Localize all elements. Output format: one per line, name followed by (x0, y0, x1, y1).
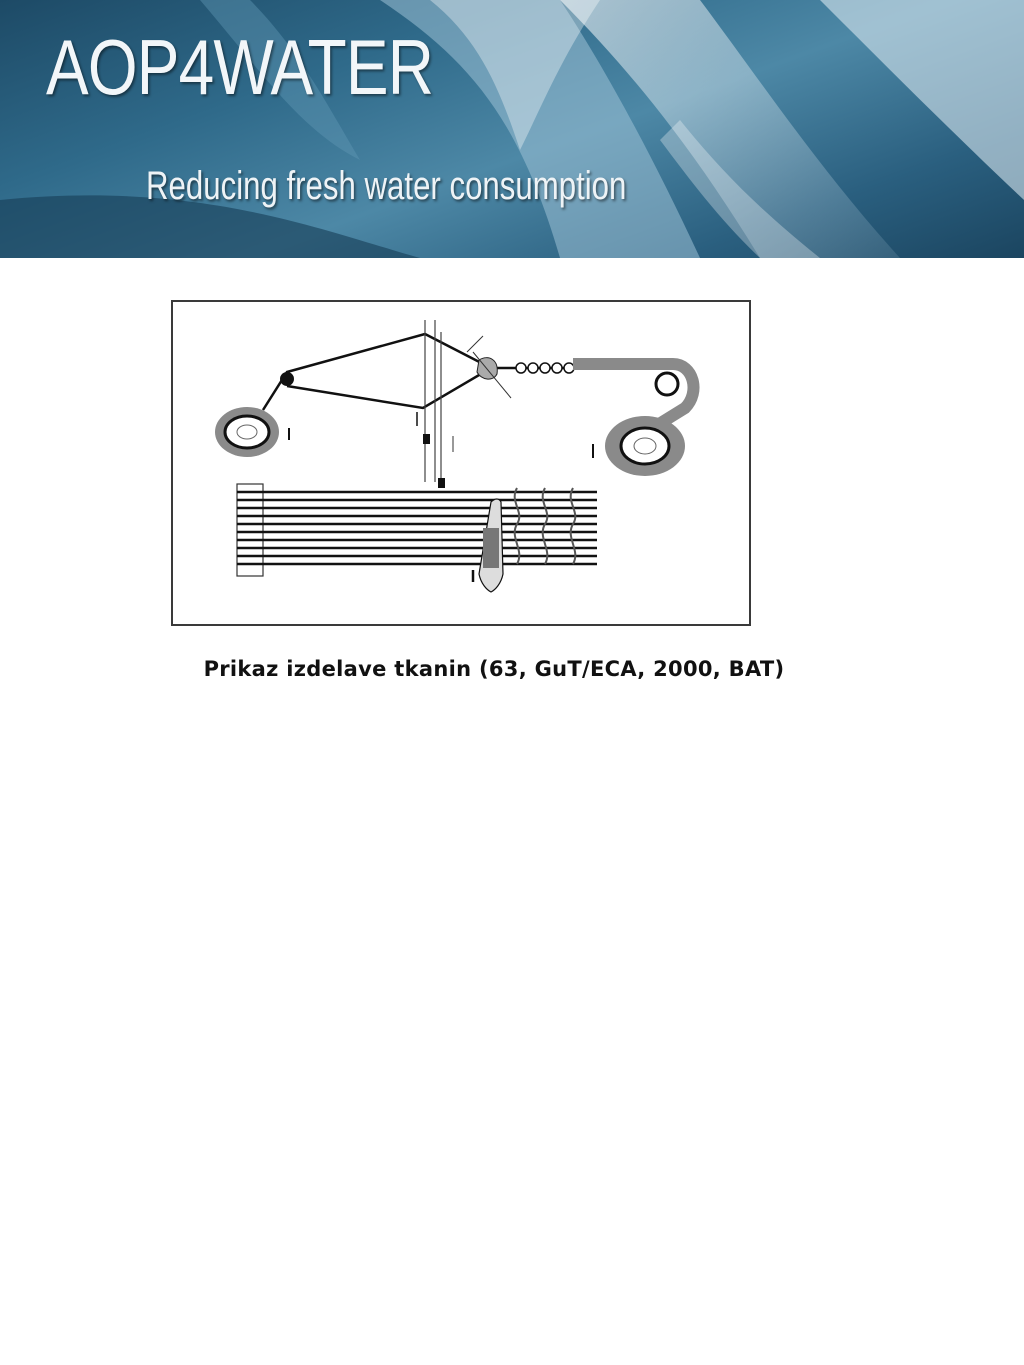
figure-caption: Prikaz izdelave tkanin (63, GuT/ECA, 2000, BAT) (203, 657, 785, 681)
warp-threads-upper (263, 334, 573, 410)
app-title: AOP4WATER (46, 23, 434, 111)
heddle-weight-2 (438, 478, 445, 488)
fabric-rollers (516, 363, 574, 373)
take-up-roller (656, 373, 678, 395)
header-banner (0, 0, 1024, 258)
warp-clamp (237, 484, 263, 576)
weaving-diagram (173, 302, 749, 624)
heddle-weight-1 (423, 434, 430, 444)
app-subtitle: Reducing fresh water consumption (146, 164, 627, 208)
cloth-beam-right (605, 416, 685, 476)
shuttle (479, 499, 503, 592)
warp-beam-left (215, 407, 279, 457)
weaving-diagram-figure (171, 300, 751, 626)
